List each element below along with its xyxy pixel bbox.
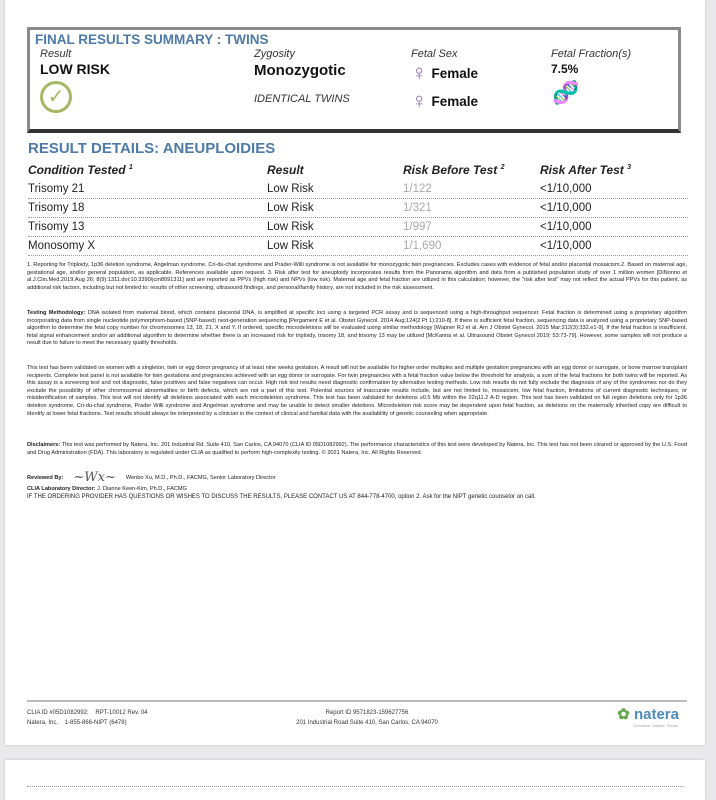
signature: ~Wx~ (73, 470, 116, 485)
footer-report-id: Report ID 9571823-159627756 (325, 710, 409, 716)
footer-address: 201 Industrial Road Suite 410, San Carlos, CA 94070 (296, 720, 438, 726)
dna-icon: 🧬 (552, 80, 580, 105)
reviewed-by: Reviewed By: ~Wx~ Wenbo Xu, M.D., Ph.D., FACMG, Senior Laboratory Director (27, 470, 276, 485)
result-value: LOW RISK (40, 61, 110, 77)
clia-director: CLIA Laboratory Director: J. Dianne Keen-Kim, Ph.D., FACMG (27, 486, 187, 492)
fetal-fraction-label: Fetal Fraction(s) (551, 48, 632, 60)
fetal-sex-value: Female (431, 65, 479, 81)
natera-logo: ✿ natera Conceive. Deliver. Thrive. (617, 706, 679, 728)
zygosity-label: Zygosity (254, 48, 295, 60)
footer-clia: CLIA ID #05D1082992; RPT-10012 Rev. 04 (27, 710, 148, 716)
fetal-sex-label: Fetal Sex (411, 48, 458, 60)
footnotes: 1. Reporting for Triploidy, 1p36 deletion syndrome, Angelman syndrome, Cri-du-chat syndrome and Prader-Willi syndrome is not available for monozygotic twin pregnancies. Excludes cases with evidence of fetal and/or placental mosaicism.2. Based on maternal age, gestational age, and/or general population, as applicable. References available upon request. 3. Risk after test for aneuploidy incorporates results from the Panorama algorithm and data from a published population study of over 1 million women [DiNonno et al.J.Clin.Med.2019.Aug 26; 8(9):1311.doi:10.3390/jcm8091311] and are reported as PPVs (high risk) and NPVs (low risk). Maternal age and fetal fraction are utilized in this calculation; however, the "risk after test" may not reflect the actual PPVs for this patient, as additional risk factors, including but not limited to: results of other screening, ultrasound findings, and personal/family history, are not included in the risk assessment. (27, 262, 687, 291)
table-row: Trisomy 13 Low Risk 1/997 <1/10,000 (28, 218, 688, 237)
testing-methodology: Testing Methodology: DNA isolated from maternal blood, which contains placental DNA, is amplified at specific loci using a targeted PCR assay and is sequenced using a high-throughput sequencer. Fetal fraction is determined using a proprietary algorithm incorporating data from single nucleotide polymorphism-based (SNP-based) next-generation sequencing [Pergament E et al. Obstet Gynecol. 2014 Aug;124(2 Pt 1):210-8]. If there is sufficient fetal fraction, sequencing data is analyzed using a proprietary SNP-based algorithm to determine the fetal copy number for chromosomes 13, 18, 21, X and Y. If ordered, specific microdeletions will be evaluated using similar methodology [Wapner RJ et al. Am J Obstet Gynecol. 2015 Mar;212(3):332.e1-9]. If the fetal fraction is insufficient, fetal signal enhancement and/or an additional algorithm to determine whether there is an increased risk for triploidy, trisomy 18, and trisomy 13 may be utilized [McKanna et al. Ultrasound Obstet Gynecol 2019; 53:73-79]. However, some samples will not produce a result due to failure to meet the necessary quality thresholds. (27, 310, 687, 347)
result-details-title: RESULT DETAILS: ANEUPLOIDIES (28, 140, 276, 157)
aneuploidies-table (28, 160, 688, 256)
result-label: Result (40, 48, 72, 60)
footer-company: Natera, Inc. 1-855-866-NIPT (6478) (27, 720, 127, 726)
fetal-fraction-value: 7.5% (551, 62, 579, 76)
validation-text: This test has been validated on women with a singleton, twin or egg donor pregnancy of at least nine weeks gestation. A result will not be available for higher order multiples and multiple gestation pregnancies with an egg donor or surrogate, or bone marrow transplant recipients. Complete test panel is not available for twin gestations and pregnancies achieved with an egg donor or surrogate. For twin pregnancies with a fetal fraction value below the threshold for analysis, a sum of the fetal fractions for both twins will be reported. As this assay is a screening test and not diagnostic, false positives and false negatives can occur. High risk test results need diagnostic confirmation by alternative testing methods. Low risk results do not fully exclude the diagnosis of any of the syndromes nor do they exclude the possibility of other chromosomal abnormalities or birth defects, which are not a part of this test. Potential sources of inaccurate results include, but are not limited to, mosaicism, low fetal fraction, limitations of current diagnostic techniques, or misidentification of samples. This test will not identify all deletions associated with each microdeletion syndrome. This test has been validated for deletions ≥0.5 Mb within the 22q11.2 A-D region. This test has been validated on full region deletions only for 1p36 deletion syndrome, Cri-du-chat syndrome, Prader Willi syndrome and Angelman syndrome and may be unable to detect smaller deletions. Microdeletion risk score may be dependent upon fetal fraction, as deletions on the maternally inherited copy are difficult to identify at lower fetal fractions. Test results should always be interpreted by a clinician in the context of clinical and familial data with the availability of genetic counseling when appropriate. (27, 365, 687, 417)
disclaimers: Disclaimers: This test was performed by Natera, Inc. 201 Industrial Rd. Suite 410, San Carlos, CA 94070 (CLIA ID 05D1082992). The performance characteristics of this test were developed by Natera, Inc. This test has not been cleared or approved by the U.S. Food and Drug Administration (FDA). This laboratory is regulated under CLIA as qualified to perform high-complexity testing. © 2021 Natera, Inc. All Rights Reserved. (27, 442, 688, 456)
col-condition: Condition Tested $^1$ (28, 163, 133, 177)
fetal-sex-value: Female (431, 93, 479, 109)
fetal-sex-twin-2 (411, 90, 478, 112)
next-page (5, 760, 705, 800)
col-result: Result (267, 163, 304, 177)
female-icon: ♀ (411, 60, 428, 85)
col-risk-after: Risk After Test $^3$ (540, 163, 632, 177)
zygosity-note: IDENTICAL TWINS (254, 93, 350, 105)
page-footer (27, 700, 687, 728)
table-header (28, 160, 688, 180)
report-page (5, 0, 705, 745)
female-icon: ♀ (411, 88, 428, 113)
col-risk-before: Risk Before Test $^2$ (403, 163, 505, 177)
summary-title: FINAL RESULTS SUMMARY : TWINS (35, 32, 269, 47)
check-circle-icon: ✓ (40, 81, 72, 113)
table-row: Trisomy 18 Low Risk 1/321 <1/10,000 (28, 199, 688, 218)
table-row: Monosomy X Low Risk 1/1,690 <1/10,000 (28, 237, 688, 256)
results-summary-box (27, 27, 681, 133)
fetal-sex-twin-1 (411, 62, 478, 84)
contact-notice: IF THE ORDERING PROVIDER HAS QUESTIONS OR WISHES TO DISCUSS THE RESULTS, PLEASE CONTACT US AT 844-778-4700, option 2. Ask for the NIPT genetic counselor on call. (27, 494, 536, 500)
zygosity-value: Monozygotic (254, 62, 346, 79)
table-row: Trisomy 21 Low Risk 1/122 <1/10,000 (28, 180, 688, 199)
